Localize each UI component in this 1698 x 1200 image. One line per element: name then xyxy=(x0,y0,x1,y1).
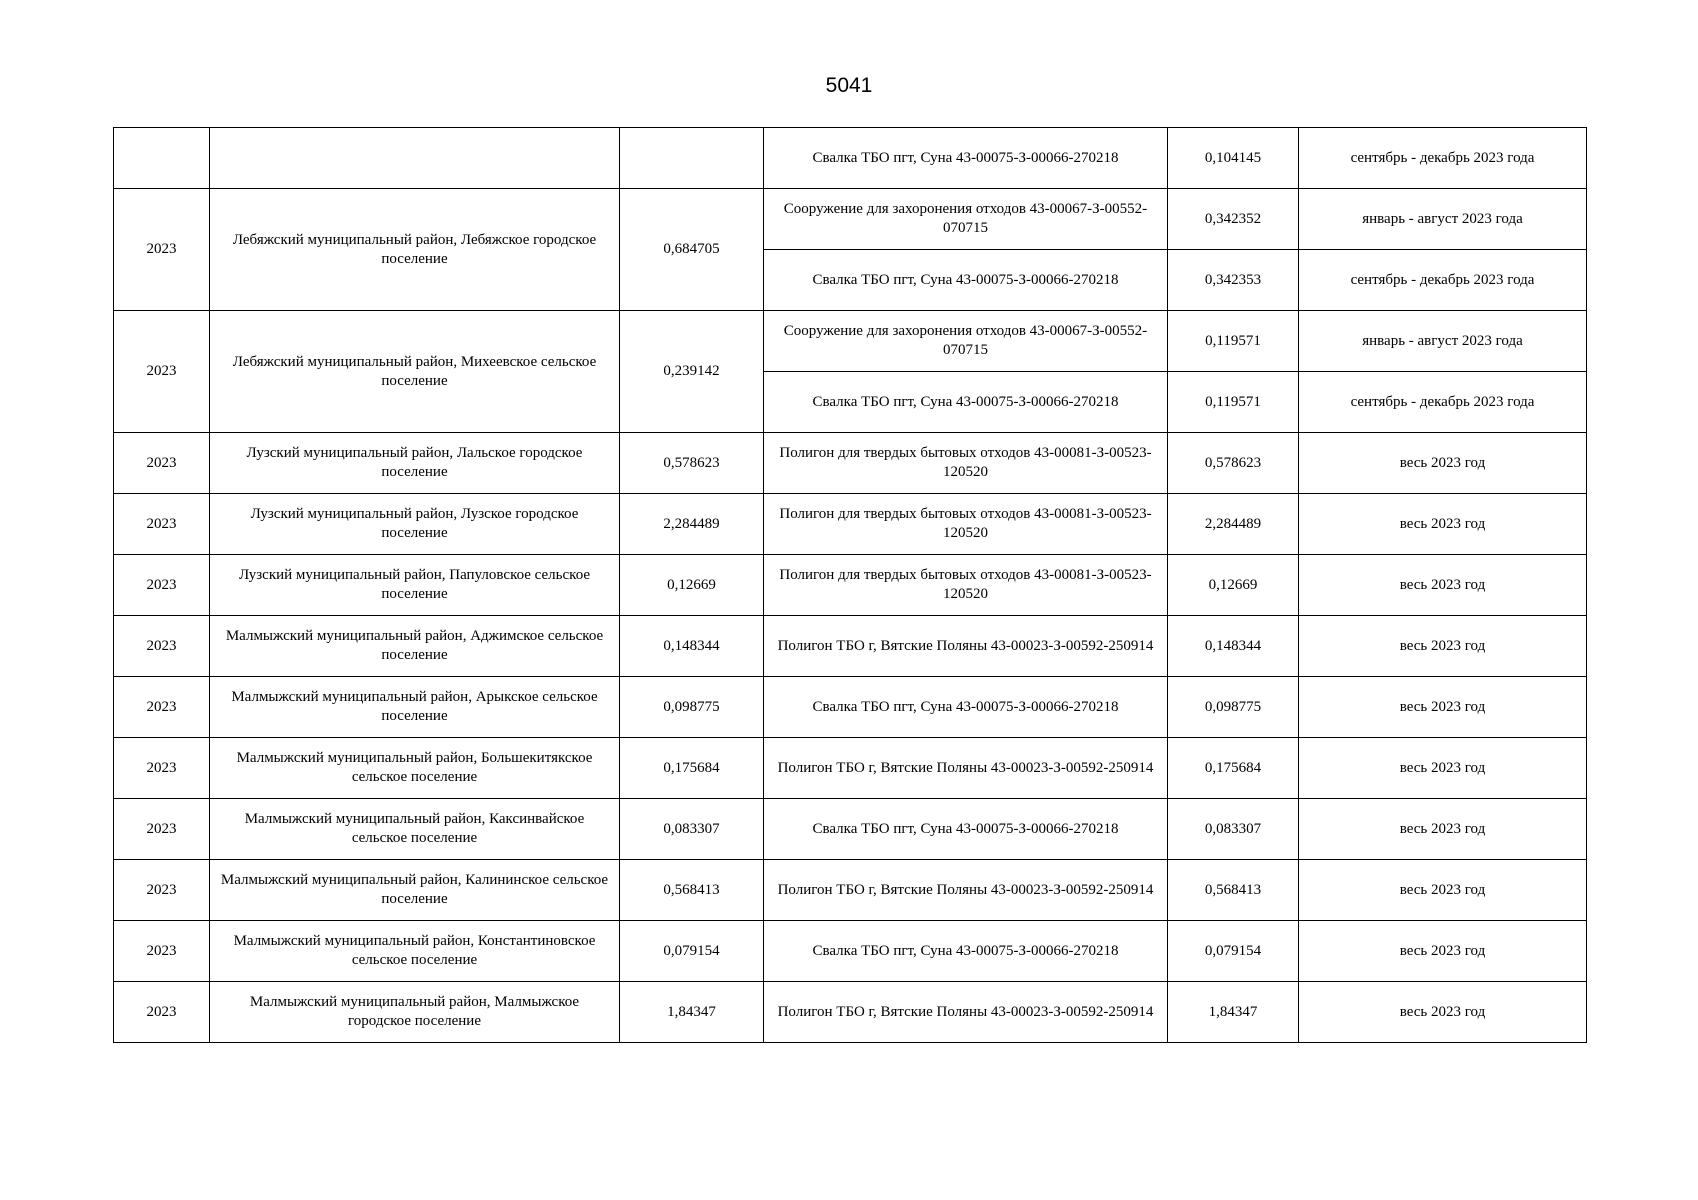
table-row xyxy=(114,738,1587,799)
year-cell: 2023 xyxy=(114,738,210,799)
year-cell: 2023 xyxy=(114,311,210,433)
table-row xyxy=(114,311,1587,372)
volume-cell: 0,568413 xyxy=(1168,860,1299,921)
table-row xyxy=(114,494,1587,555)
total-volume-cell xyxy=(620,128,764,189)
total-volume-cell: 2,284489 xyxy=(620,494,764,555)
municipality-cell: Малмыжский муниципальный район, Арыкское сельское поселение xyxy=(210,677,620,738)
table-row xyxy=(114,982,1587,1043)
year-cell: 2023 xyxy=(114,921,210,982)
total-volume-cell: 1,84347 xyxy=(620,982,764,1043)
municipality-cell: Лузский муниципальный район, Папуловское сельское поселение xyxy=(210,555,620,616)
period-cell: весь 2023 год xyxy=(1299,860,1587,921)
period-cell: январь - август 2023 года xyxy=(1299,311,1587,372)
table-row xyxy=(114,860,1587,921)
table-row xyxy=(114,677,1587,738)
volume-cell: 0,119571 xyxy=(1168,372,1299,433)
facility-cell: Полигон для твердых бытовых отходов 43-00081-З-00523-120520 xyxy=(764,494,1168,555)
total-volume-cell: 0,684705 xyxy=(620,189,764,311)
volume-cell: 2,284489 xyxy=(1168,494,1299,555)
facility-cell: Полигон ТБО г, Вятские Поляны 43-00023-З-00592-250914 xyxy=(764,860,1168,921)
year-cell: 2023 xyxy=(114,555,210,616)
total-volume-cell: 0,239142 xyxy=(620,311,764,433)
volume-cell: 0,079154 xyxy=(1168,921,1299,982)
period-cell: весь 2023 год xyxy=(1299,799,1587,860)
total-volume-cell: 0,175684 xyxy=(620,738,764,799)
table-row xyxy=(114,799,1587,860)
municipality-cell: Малмыжский муниципальный район, Большекитякское сельское поселение xyxy=(210,738,620,799)
period-cell: весь 2023 год xyxy=(1299,738,1587,799)
period-cell: весь 2023 год xyxy=(1299,921,1587,982)
year-cell: 2023 xyxy=(114,494,210,555)
volume-cell: 0,342352 xyxy=(1168,189,1299,250)
facility-cell: Полигон ТБО г, Вятские Поляны 43-00023-З-00592-250914 xyxy=(764,616,1168,677)
facility-cell: Полигон для твердых бытовых отходов 43-00081-З-00523-120520 xyxy=(764,555,1168,616)
total-volume-cell: 0,079154 xyxy=(620,921,764,982)
total-volume-cell: 0,568413 xyxy=(620,860,764,921)
period-cell: весь 2023 год xyxy=(1299,494,1587,555)
facility-cell: Свалка ТБО пгт, Суна 43-00075-З-00066-270218 xyxy=(764,677,1168,738)
table-row xyxy=(114,616,1587,677)
total-volume-cell: 0,098775 xyxy=(620,677,764,738)
period-cell: весь 2023 год xyxy=(1299,982,1587,1043)
year-cell: 2023 xyxy=(114,860,210,921)
year-cell: 2023 xyxy=(114,982,210,1043)
period-cell: весь 2023 год xyxy=(1299,555,1587,616)
municipality-cell: Малмыжский муниципальный район, Константиновское сельское поселение xyxy=(210,921,620,982)
table-row xyxy=(114,555,1587,616)
facility-cell: Свалка ТБО пгт, Суна 43-00075-З-00066-270218 xyxy=(764,799,1168,860)
municipality-cell: Малмыжский муниципальный район, Аджимское сельское поселение xyxy=(210,616,620,677)
volume-cell: 0,148344 xyxy=(1168,616,1299,677)
volume-cell: 0,098775 xyxy=(1168,677,1299,738)
municipality-cell xyxy=(210,128,620,189)
year-cell: 2023 xyxy=(114,616,210,677)
year-cell: 2023 xyxy=(114,189,210,311)
volume-cell: 0,12669 xyxy=(1168,555,1299,616)
municipality-cell: Лузский муниципальный район, Лузское городское поселение xyxy=(210,494,620,555)
municipality-cell: Лузский муниципальный район, Лальское городское поселение xyxy=(210,433,620,494)
table-row xyxy=(114,189,1587,250)
period-cell: весь 2023 год xyxy=(1299,677,1587,738)
table-row xyxy=(114,128,1587,189)
table-row xyxy=(114,433,1587,494)
volume-cell: 0,175684 xyxy=(1168,738,1299,799)
municipality-cell: Малмыжский муниципальный район, Каксинвайское сельское поселение xyxy=(210,799,620,860)
total-volume-cell: 0,148344 xyxy=(620,616,764,677)
facility-cell: Сооружение для захоронения отходов 43-00067-З-00552-070715 xyxy=(764,189,1168,250)
page-number: 5041 xyxy=(825,74,873,97)
year-cell: 2023 xyxy=(114,799,210,860)
total-volume-cell: 0,578623 xyxy=(620,433,764,494)
volume-cell: 0,119571 xyxy=(1168,311,1299,372)
volume-cell: 0,342353 xyxy=(1168,250,1299,311)
table-row xyxy=(114,921,1587,982)
total-volume-cell: 0,083307 xyxy=(620,799,764,860)
period-cell: сентябрь - декабрь 2023 года xyxy=(1299,372,1587,433)
volume-cell: 0,104145 xyxy=(1168,128,1299,189)
year-cell xyxy=(114,128,210,189)
volume-cell: 0,578623 xyxy=(1168,433,1299,494)
year-cell: 2023 xyxy=(114,433,210,494)
facility-cell: Полигон ТБО г, Вятские Поляны 43-00023-З-00592-250914 xyxy=(764,738,1168,799)
municipality-cell: Лебяжский муниципальный район, Лебяжское городское поселение xyxy=(210,189,620,311)
year-cell: 2023 xyxy=(114,677,210,738)
municipality-cell: Малмыжский муниципальный район, Малмыжское городское поселение xyxy=(210,982,620,1043)
facility-cell: Полигон ТБО г, Вятские Поляны 43-00023-З-00592-250914 xyxy=(764,982,1168,1043)
period-cell: сентябрь - декабрь 2023 года xyxy=(1299,128,1587,189)
volume-cell: 0,083307 xyxy=(1168,799,1299,860)
period-cell: весь 2023 год xyxy=(1299,616,1587,677)
municipality-cell: Лебяжский муниципальный район, Михеевское сельское поселение xyxy=(210,311,620,433)
facility-cell: Полигон для твердых бытовых отходов 43-00081-З-00523-120520 xyxy=(764,433,1168,494)
period-cell: январь - август 2023 года xyxy=(1299,189,1587,250)
facility-cell: Свалка ТБО пгт, Суна 43-00075-З-00066-270218 xyxy=(764,128,1168,189)
facility-cell: Свалка ТБО пгт, Суна 43-00075-З-00066-270218 xyxy=(764,250,1168,311)
municipality-cell: Малмыжский муниципальный район, Калининское сельское поселение xyxy=(210,860,620,921)
volume-cell: 1,84347 xyxy=(1168,982,1299,1043)
period-cell: весь 2023 год xyxy=(1299,433,1587,494)
period-cell: сентябрь - декабрь 2023 года xyxy=(1299,250,1587,311)
waste-allocation-table xyxy=(113,127,1587,1043)
facility-cell: Свалка ТБО пгт, Суна 43-00075-З-00066-270218 xyxy=(764,372,1168,433)
total-volume-cell: 0,12669 xyxy=(620,555,764,616)
facility-cell: Свалка ТБО пгт, Суна 43-00075-З-00066-270218 xyxy=(764,921,1168,982)
facility-cell: Сооружение для захоронения отходов 43-00067-З-00552-070715 xyxy=(764,311,1168,372)
